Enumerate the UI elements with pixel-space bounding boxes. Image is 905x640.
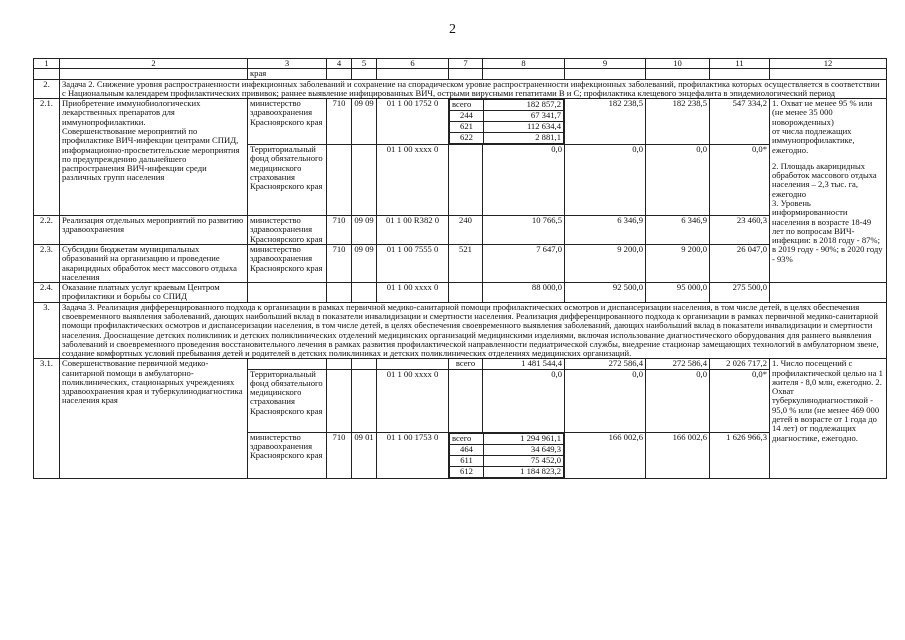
row-2-3-name: Субсидии бюджетам муниципальных образований на организацию и проведение акарицидных обработок мест массового отдыха населения xyxy=(60,244,248,282)
row-2-2-v10: 6 346,9 xyxy=(646,216,710,245)
col-num-6: 6 xyxy=(377,59,449,69)
row-3-1-fund-v9: 0,0 xyxy=(565,369,646,432)
row-2-2-v8: 10 766,5 xyxy=(483,216,565,245)
carry-over-text: края xyxy=(248,69,327,79)
task-3-row xyxy=(34,302,887,359)
row-3-1-v8-total: 1 294 961,1 xyxy=(484,433,564,444)
col-num-9: 9 xyxy=(565,59,646,69)
row-3-1-total xyxy=(34,359,887,369)
task-3-num: 3. xyxy=(34,302,60,359)
row-2-3-v11: 26 047,0 xyxy=(710,244,770,282)
row-2-1-csr1: 01 1 00 1752 0 xyxy=(377,99,449,145)
col-num-1: 1 xyxy=(34,59,60,69)
result-2-p3b: в 2019 году - 90%; в 2020 году - 93% xyxy=(772,244,883,264)
row-2-2-v9: 6 346,9 xyxy=(565,216,646,245)
row-2-1-v8-244: 67 341,7 xyxy=(484,111,564,122)
row-2-4-v8: 88 000,0 xyxy=(483,283,565,303)
task-2-row xyxy=(34,79,887,99)
row-2-2-rzpr: 09 09 xyxy=(352,216,377,245)
row-2-4-v9: 92 500,0 xyxy=(565,283,646,303)
row-3-1-csr2: 01 1 00 1753 0 xyxy=(377,432,449,478)
col-num-8: 8 xyxy=(483,59,565,69)
col-num-10: 10 xyxy=(646,59,710,69)
row-2-1-fund-v8: 0,0 xyxy=(483,145,565,216)
row-3-1-result: 1. Число посещений с профилактической целью на 1 жителя - 8,0 млн, ежегодно. 2. Охват туберкулинодиагностикой - 95,0 % или (не менее 469 000 детей в возрасте от 1 года до 14 лет) от подлежащих диагностике, ежегодно. xyxy=(770,359,887,478)
row-2-4 xyxy=(34,283,887,303)
row-2-1-fund-v9: 0,0 xyxy=(565,145,646,216)
row-2-4-csr: 01 1 00 хххх 0 xyxy=(377,283,449,303)
row-2-2-csr: 01 1 00 R382 0 xyxy=(377,216,449,245)
row-2-4-num: 2.4. xyxy=(34,283,60,303)
row-2-2-num: 2.2. xyxy=(34,216,60,245)
row-3-1-v8-612: 1 184 823,2 xyxy=(484,466,564,477)
row-3-1-vr-total: всего xyxy=(450,433,484,444)
row-2-1-v8-total: 182 857,2 xyxy=(484,100,564,111)
row-3-1-fund-v11: 0,0* xyxy=(710,369,770,432)
row-2-1-fund-v10: 0,0 xyxy=(646,145,710,216)
task-2-num: 2. xyxy=(34,79,60,99)
task-2-results xyxy=(770,99,887,283)
col-num-11: 11 xyxy=(710,59,770,69)
row-2-1-v9: 182 238,5 xyxy=(565,99,646,145)
row-3-1-v9: 166 002,6 xyxy=(565,432,646,478)
row-2-2-org: министерство здравоохранения Красноярского края xyxy=(248,216,327,245)
row-2-3-num: 2.3. xyxy=(34,244,60,282)
row-2-1-org1: министерство здравоохранения Красноярского края xyxy=(248,99,327,145)
result-2-p1a: 1. Охват не менее 95 % или (не менее 35 000 новорожденных) xyxy=(772,98,873,127)
row-3-1-grbs: 710 xyxy=(327,432,352,478)
row-3-1-name: Совершенствование первичной медико-санитарной помощи в амбулаторно-поликлинических, стационарных учреждениях здравоохранения края и туберкулинодиагностика населения края xyxy=(60,359,248,478)
row-2-1-fund-v11: 0,0* xyxy=(710,145,770,216)
row-3-1-vr-612: 612 xyxy=(450,466,484,477)
row-2-1-grbs: 710 xyxy=(327,99,352,145)
row-3-1-total-v10: 272 586,4 xyxy=(646,359,710,369)
program-table xyxy=(33,58,887,479)
row-3-1-vr-611: 611 xyxy=(450,455,484,466)
row-2-2-name: Реализация отдельных мероприятий по развитию здравоохранения xyxy=(60,216,248,245)
row-3-1-csr1: 01 1 00 хххх 0 xyxy=(377,369,449,432)
row-2-1-ministry xyxy=(34,99,887,145)
row-3-1-v8-611: 75 452,0 xyxy=(484,455,564,466)
row-3-1-fund-v8: 0,0 xyxy=(483,369,565,432)
row-2-3 xyxy=(34,244,887,282)
row-3-1-total-v8: 1 481 544,4 xyxy=(483,359,565,369)
row-2-3-grbs: 710 xyxy=(327,244,352,282)
row-2-1-vr-622: 622 xyxy=(450,133,484,144)
row-3-1-vr-464: 464 xyxy=(450,444,484,455)
row-2-2-grbs: 710 xyxy=(327,216,352,245)
col-num-12: 12 xyxy=(770,59,887,69)
row-2-3-rzpr: 09 09 xyxy=(352,244,377,282)
page-number: 2 xyxy=(449,22,456,37)
row-3-1-org2: министерство здравоохранения Красноярского края xyxy=(248,432,327,478)
row-2-3-vr: 521 xyxy=(449,244,483,282)
row-2-1-name-a: Приобретение иммунобиологических лекарственных препаратов для иммунопрофилактики. xyxy=(62,98,201,127)
row-3-1-fund-v10: 0,0 xyxy=(646,369,710,432)
row-3-1-v11: 1 626 966,3 xyxy=(710,432,770,478)
row-2-3-v9: 9 200,0 xyxy=(565,244,646,282)
row-2-3-v8: 7 647,0 xyxy=(483,244,565,282)
row-2-1-csr2: 01 1 00 хххх 0 xyxy=(377,145,449,216)
result-2-p3a: 3. Уровень информированности населения в возрасте 18-49 лет по вопросам ВИЧ-инфекции: в 2018 году - 87%; xyxy=(772,197,880,246)
row-2-1-vr-total: всего xyxy=(450,100,484,111)
col-num-5: 5 xyxy=(352,59,377,69)
task-2-text: Задача 2. Снижение уровня распространенности инфекционных заболеваний и сохранение на спорадическом уровне распространенности инфекционных заболеваний, профилактика которых осуществляется в соответствии с Национальным календарем профилактических прививок; раннее выявление инфицированных ВИЧ, острыми вирусными гепатитами В и С; профилактика клещевого энцефалита в эпидемиологический период xyxy=(60,79,887,99)
row-2-1-rzpr: 09 09 xyxy=(352,99,377,145)
row-2-1-num: 2.1. xyxy=(34,99,60,216)
result-2-p1b: от числа подлежащих иммунопрофилактике, ежегодно. xyxy=(772,125,855,155)
row-2-1-v8-621: 112 634,4 xyxy=(484,122,564,133)
row-2-1-org2: Территориальный фонд обязательного медицинского страхования Красноярского края xyxy=(248,145,327,216)
row-3-1-rzpr: 09 01 xyxy=(352,432,377,478)
row-2-1-v10: 182 238,5 xyxy=(646,99,710,145)
row-2-1-name-b: Совершенствование мероприятий по профилактике ВИЧ-инфекции центрами СПИД, информационно-просветительские мероприятия по предупреждению дальнейшего распространения ВИЧ-инфекции среди различных групп населения xyxy=(62,125,240,183)
task-3-text: Задача 3. Реализация дифференцированного подхода к организации в рамках первичной медико-санитарной помощи профилактических осмотров и диспансеризации населения, в том числе детей, в целях обеспечения своевременного выявления заболеваний, дающих наибольший вклад в показатели инвалидизации и смертности населения. Реализация дифференцированного подхода к организации в рамках первичной медико-санитарной помощи профилактических осмотров и диспансеризации населения, в том числе детей, в целях обеспечения своевременного выявления заболеваний, дающих наибольший вклад в показатели инвалидизации и смертности населения. Дооснащение детских поликлиник и детских поликлинических отделений медицинских организаций медицинскими изделиями, включая использование диагностического оборудования для раннего выявления заболеваний и своевременного проведения восстановительного лечения в рамках развития профилактической направленности педиатрической службы, внедрение стационар замещающих технологий в амбулаторном звене, создание комфортных условий пребывания детей и родителей в детских поликлиниках и детских поликлинических отделениях медицинских организаций. xyxy=(60,302,887,359)
row-2-1-breakdown xyxy=(449,99,564,144)
row-2-1-vr-621: 621 xyxy=(450,122,484,133)
col-num-4: 4 xyxy=(327,59,352,69)
row-2-2-vr: 240 xyxy=(449,216,483,245)
row-3-1-v10: 166 002,6 xyxy=(646,432,710,478)
row-2-2 xyxy=(34,216,887,245)
row-3-1-total-v9: 272 586,4 xyxy=(565,359,646,369)
row-3-1-total-v11: 2 026 717,2 xyxy=(710,359,770,369)
row-2-3-org: министерство здравоохранения Красноярского края xyxy=(248,244,327,282)
row-2-2-v11: 23 460,3 xyxy=(710,216,770,245)
row-2-3-csr: 01 1 00 7555 0 xyxy=(377,244,449,282)
row-2-1-vr-244: 244 xyxy=(450,111,484,122)
row-2-1-v8-622: 2 881,1 xyxy=(484,133,564,144)
row-3-1-breakdown xyxy=(449,433,564,478)
row-2-1-name xyxy=(60,99,248,216)
row-3-1-total-vr: всего xyxy=(449,359,483,369)
result-2-p2: 2. Площадь акарицидных обработок массового отдыха населения – 2,3 тыс. га, ежегодно xyxy=(772,160,877,199)
col-num-2: 2 xyxy=(60,59,248,69)
row-3-1-num: 3.1. xyxy=(34,359,60,478)
row-2-1-v11: 547 334,2 xyxy=(710,99,770,145)
row-2-3-v10: 9 200,0 xyxy=(646,244,710,282)
row-2-4-name: Оказание платных услуг краевым Центром профилактики и борьбы со СПИД xyxy=(60,283,248,303)
col-num-7: 7 xyxy=(449,59,483,69)
row-2-4-v10: 95 000,0 xyxy=(646,283,710,303)
column-numbers-row xyxy=(34,59,887,69)
row-2-4-v11: 275 500,0 xyxy=(710,283,770,303)
col-num-3: 3 xyxy=(248,59,327,69)
row-3-1-v8-464: 34 649,3 xyxy=(484,444,564,455)
row-3-1-org1: Территориальный фонд обязательного медицинского страхования Красноярского края xyxy=(248,369,327,432)
carry-over-row xyxy=(34,69,887,79)
